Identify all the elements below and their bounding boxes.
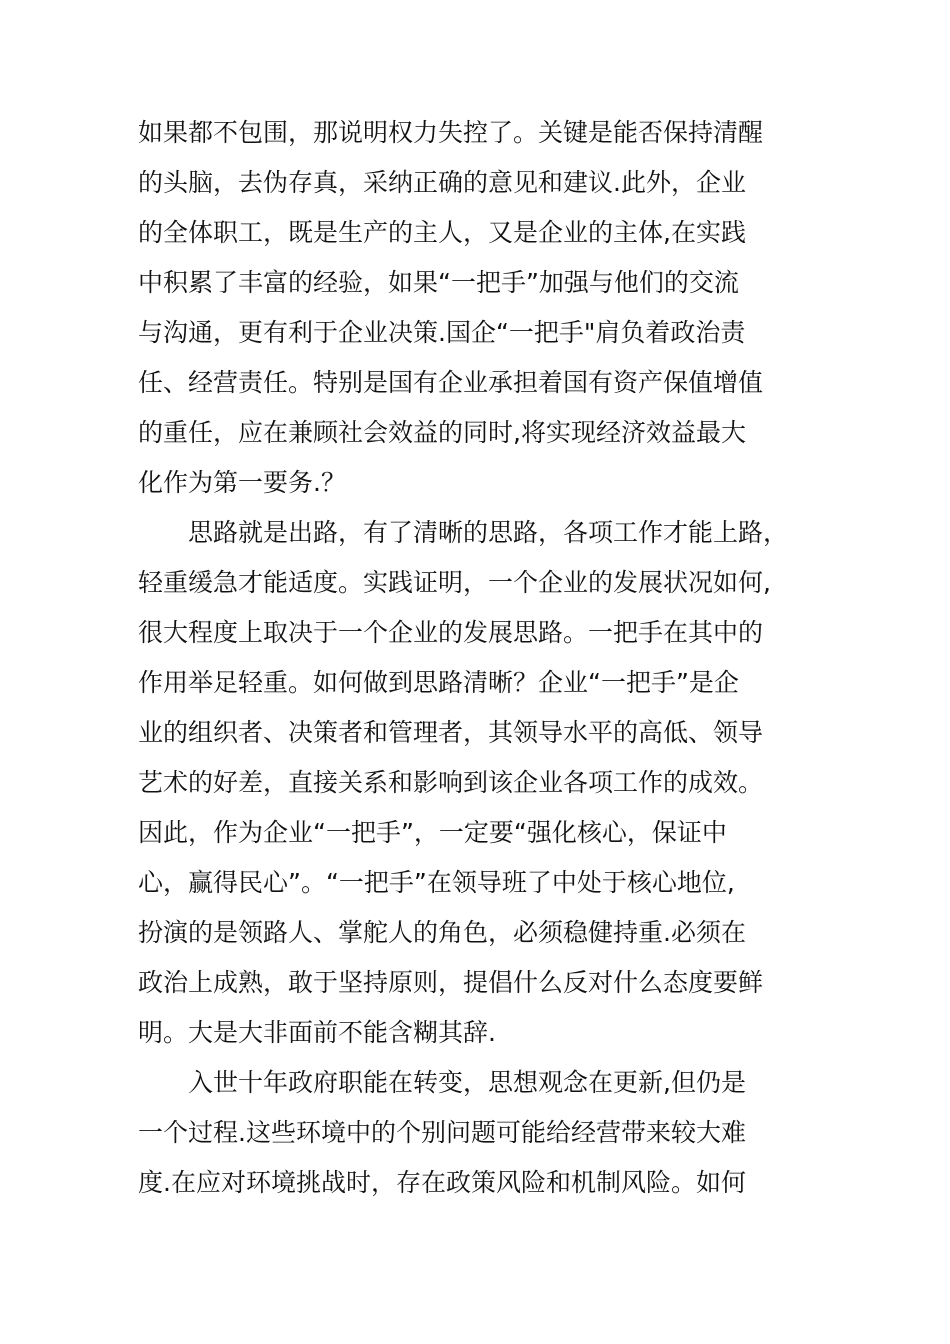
text-line: 心，赢得民心”。“一把手”在领导班了中处于核心地位, <box>138 868 735 897</box>
document-body <box>138 108 838 1208</box>
text-line: 任、经营责任。特别是国有企业承担着国有资产保值增值 <box>138 368 764 397</box>
text-line: 的重任，应在兼顾社会效益的同时,将实现经济效益最大 <box>138 418 746 447</box>
text-line: 轻重缓急才能适度。实践证明，一个企业的发展状况如何, <box>138 568 771 597</box>
text-line: 业的组织者、决策者和管理者，其领导水平的高低、领导 <box>138 718 764 747</box>
text-line: 与沟通，更有利于企业决策.国企“一把手"肩负着政治责 <box>138 318 746 347</box>
text-line: 作用举足轻重。如何做到思路清晰？企业“一把手”是企 <box>138 668 739 697</box>
paragraph-1 <box>138 108 838 508</box>
paragraph-3 <box>138 1058 838 1208</box>
paragraph-2 <box>138 508 838 1058</box>
text-line: 化作为第一要务.？ <box>138 468 346 497</box>
text-line: 因此，作为企业“一把手”，一定要“强化核心，保证中 <box>138 818 727 847</box>
text-line: 艺术的好差，直接关系和影响到该企业各项工作的成效。 <box>138 768 764 797</box>
text-line: 很大程度上取决于一个企业的发展思路。一把手在其中的 <box>138 618 764 647</box>
text-line: 思路就是出路，有了清晰的思路，各项工作才能上路， <box>188 518 789 547</box>
text-line: 一个过程.这些环境中的个别问题可能给经营带来较大难 <box>138 1118 746 1147</box>
text-line: 如果都不包围，那说明权力失控了。关键是能否保持清醒 <box>138 118 764 147</box>
text-line: 中积累了丰富的经验，如果“一把手”加强与他们的交流 <box>138 268 739 297</box>
text-line: 度.在应对环境挑战时，存在政策风险和机制风险。如何 <box>138 1168 746 1197</box>
text-line: 的头脑，去伪存真，采纳正确的意见和建议.此外，企业 <box>138 168 746 197</box>
text-line: 明。大是大非面前不能含糊其辞. <box>138 1018 496 1047</box>
text-line: 入世十年政府职能在转变，思想观念在更新,但仍是 <box>188 1068 746 1097</box>
text-line: 政治上成熟，敢于坚持原则，提倡什么反对什么态度要鲜 <box>138 968 764 997</box>
text-line: 扮演的是领路人、掌舵人的角色，必须稳健持重.必须在 <box>138 918 746 947</box>
text-line: 的全体职工，既是生产的主人，又是企业的主体,在实践 <box>138 218 746 247</box>
